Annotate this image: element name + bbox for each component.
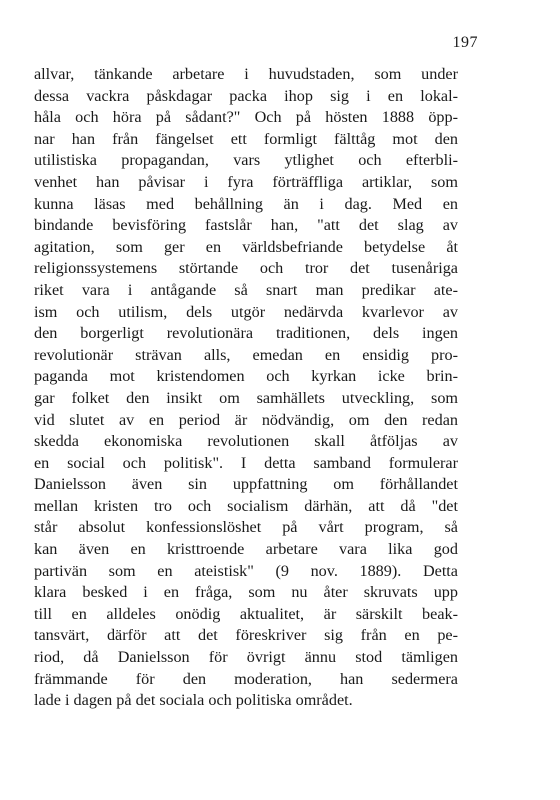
text-line: paganda mot kristendomen och kyrkan icke brin- <box>34 367 458 386</box>
text-line: tansvärt, därför att det föreskriver sig från en pe- <box>34 626 458 645</box>
text-line: revolutionär strävan alls, emedan en ensidig pro- <box>34 345 458 364</box>
body-text <box>34 64 458 712</box>
text-line: står absolut konfessionslöshet på vårt program, så <box>34 518 458 537</box>
text-line: partivän som en ateistisk" (9 nov. 1889). Detta <box>34 561 458 580</box>
text-line: agitation, som ger en världsbefriande betydelse åt <box>34 237 458 256</box>
text-line: håla och höra på sådant?" Och på hösten 1888 öpp- <box>34 108 458 127</box>
text-line: allvar, tänkande arbetare i huvudstaden, som under <box>34 65 458 83</box>
page-number: 197 <box>452 34 478 51</box>
text-line: riod, då Danielsson för övrigt ännu stod tämligen <box>34 648 458 667</box>
text-line: venhet han påvisar i fyra förträffliga artiklar, som <box>34 172 458 191</box>
text-line: klara besked i en fråga, som nu åter skruvats upp <box>34 583 458 602</box>
text-line: religionssystemens störtande och tror det tusenåriga <box>34 259 458 278</box>
text-line: nar han från fängelset ett formligt fälttåg mot den <box>34 129 458 148</box>
text-line: gar folket den insikt om samhällets utveckling, som <box>34 388 458 407</box>
text-line: bindande bevisföring fastslår han, "att det slag av <box>34 216 458 235</box>
text-line: ism och utilism, dels utgör nedärvda kvarlevor av <box>34 302 458 321</box>
text-line: lade i dagen på det sociala och politiska området. <box>34 691 353 710</box>
text-line: vid slutet av en period är nödvändig, om den redan <box>34 410 458 429</box>
text-line: mellan kristen tro och socialism därhän, att då "det <box>34 496 458 515</box>
text-line: skedda ekonomiska revolutionen skall åtföljas av <box>34 432 458 451</box>
text-line: en social och politisk". I detta samband formulerar <box>34 453 458 472</box>
text-line: den borgerligt revolutionära traditionen, dels ingen <box>34 324 458 343</box>
text-line: Danielsson även sin uppfattning om förhållandet <box>34 475 458 494</box>
text-line: dessa vackra påskdagar packa ihop sig i en lokal- <box>34 86 458 105</box>
text-line: riket vara i antågande så snart man predikar ate- <box>34 280 458 299</box>
text-line: främmande för den moderation, han sedermera <box>34 669 458 688</box>
text-line: kan även en kristtroende arbetare vara lika god <box>34 540 458 559</box>
text-line: till en alldeles onödig aktualitet, är särskilt beak- <box>34 604 458 623</box>
text-line: utilistiska propagandan, vars ytlighet och efterbli- <box>34 151 458 170</box>
text-line: kunna läsas med behållning än i dag. Med en <box>34 194 458 213</box>
